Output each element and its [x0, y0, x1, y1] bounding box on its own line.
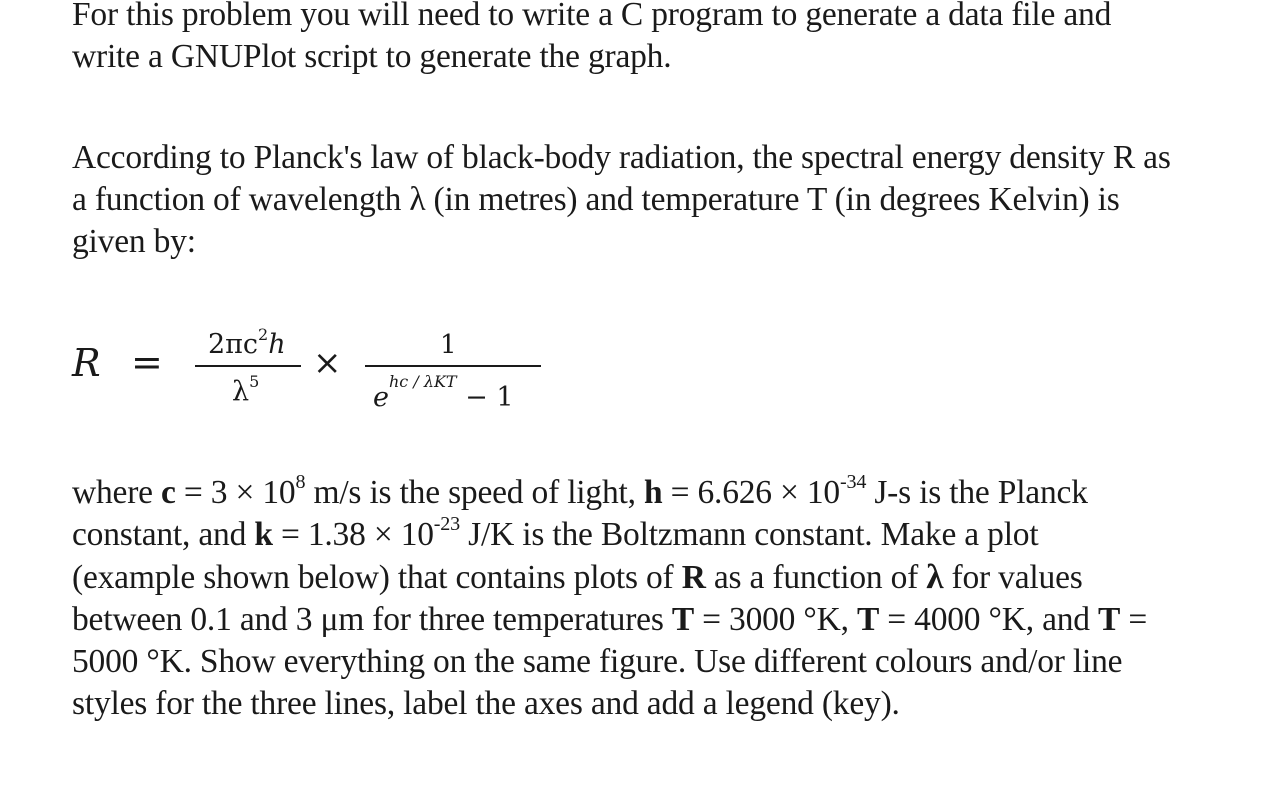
c-symbol: c	[161, 474, 176, 511]
den2-exponent: hc / λKT	[388, 372, 457, 391]
text: as a function of	[705, 559, 927, 596]
k-exponent: -23	[433, 512, 460, 535]
den2-tail: − 1	[456, 382, 514, 413]
c-exponent: 8	[295, 470, 306, 493]
equation-lhs: R	[72, 341, 101, 385]
fraction2-bar	[365, 365, 541, 367]
equation-equals: =	[131, 340, 163, 384]
num1-pre: 2πc	[208, 329, 259, 360]
text: constant, and	[72, 516, 255, 553]
num1-post: h	[268, 329, 286, 360]
h-symbol: h	[643, 474, 663, 511]
planck-line-3: given by:	[72, 223, 196, 260]
text: styles for the three lines, label the axes and add a legend (key).	[72, 685, 900, 722]
T-symbol: T	[856, 601, 880, 638]
text: = 1.38 × 10	[272, 516, 434, 553]
text: 5000 °K. Show everything on the same figure. Use different colours and/or line	[72, 643, 1123, 680]
fraction2-numerator: 1	[440, 330, 457, 360]
fraction1-denominator	[232, 372, 260, 407]
num1-exponent: 2	[258, 325, 269, 344]
text: m/s is the speed of light,	[305, 474, 644, 511]
text: = 3000 °K,	[693, 601, 857, 638]
planck-line-2: a function of wavelength λ (in metres) and temperature T (in degrees Kelvin) is	[72, 181, 1120, 218]
text: J-s is the Planck	[866, 474, 1088, 511]
times-sign: ×	[313, 343, 342, 383]
text: = 4000 °K, and	[879, 601, 1099, 638]
text: =	[1120, 601, 1148, 638]
den2-base: e	[373, 382, 389, 413]
constants-paragraph	[72, 472, 1272, 725]
text: = 3 × 10	[175, 474, 296, 511]
lambda-symbol: λ	[926, 557, 944, 596]
planck-line-1: According to Planck's law of black-body radiation, the spectral energy density R as	[72, 139, 1171, 176]
den1-base: λ	[232, 376, 250, 407]
text: for values	[943, 559, 1083, 596]
intro-line-1: For this problem you will need to write a C program to generate a data file and	[72, 0, 1112, 33]
den1-exponent: 5	[249, 372, 260, 391]
intro-line-2: write a GNUPlot script to generate the graph.	[72, 38, 672, 75]
T-symbol: T	[671, 601, 694, 638]
text: = 6.626 × 10	[662, 474, 840, 511]
fraction1-bar	[195, 365, 301, 367]
fraction1-numerator	[208, 325, 286, 360]
text: where	[72, 474, 162, 511]
R-symbol: R	[681, 559, 706, 596]
text: between 0.1 and 3 μm for three temperatures	[72, 601, 672, 638]
T-symbol: T	[1098, 601, 1121, 638]
text: J/K is the Boltzmann constant. Make a plot	[459, 516, 1039, 553]
text: (example shown below) that contains plots of	[72, 559, 682, 596]
k-symbol: k	[254, 516, 273, 553]
h-exponent: -34	[839, 470, 867, 493]
